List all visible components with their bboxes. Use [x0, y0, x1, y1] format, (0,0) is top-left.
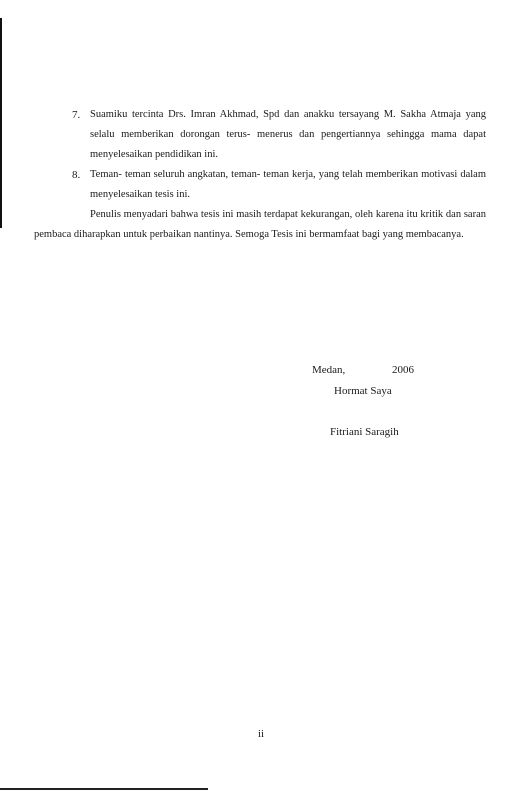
signature-year: 2006 — [392, 364, 414, 376]
signature-name: Fitriani Saragih — [330, 426, 399, 438]
closing-paragraph: Penulis menyadari bahwa tesis ini masih terdapat kekurangan, oleh karena itu kritik dan saran pembaca diharapkan untuk perbaikan nantinya. Semoga Tesis ini bermamfaat bagi yang membacanya. — [34, 209, 486, 240]
list-item — [72, 105, 486, 165]
list-item-number: 8. — [72, 169, 81, 181]
signature-place: Medan, — [312, 364, 346, 376]
list-item-text: Suamiku tercinta Drs. Imran Akhmad, Spd dan anakku tersayang M. Sakha Atmaja yang selalu memberikan dorongan terus- menerus dan pengertiannya sehingga mama dapat menyelesaikan pendidikan ini. — [90, 109, 486, 160]
scan-edge-mark — [0, 18, 2, 228]
signature-date — [312, 364, 414, 376]
signature-closing: Hormat Saya — [334, 385, 392, 397]
list-item-number: 7. — [72, 109, 81, 121]
list-item — [72, 165, 486, 205]
acknowledgement-list — [72, 105, 486, 205]
list-item-text: Teman- teman seluruh angkatan, teman- teman kerja, yang telah memberikan motivasi dalam menyelesaikan tesis ini. — [90, 169, 486, 200]
page-number: ii — [258, 728, 265, 740]
